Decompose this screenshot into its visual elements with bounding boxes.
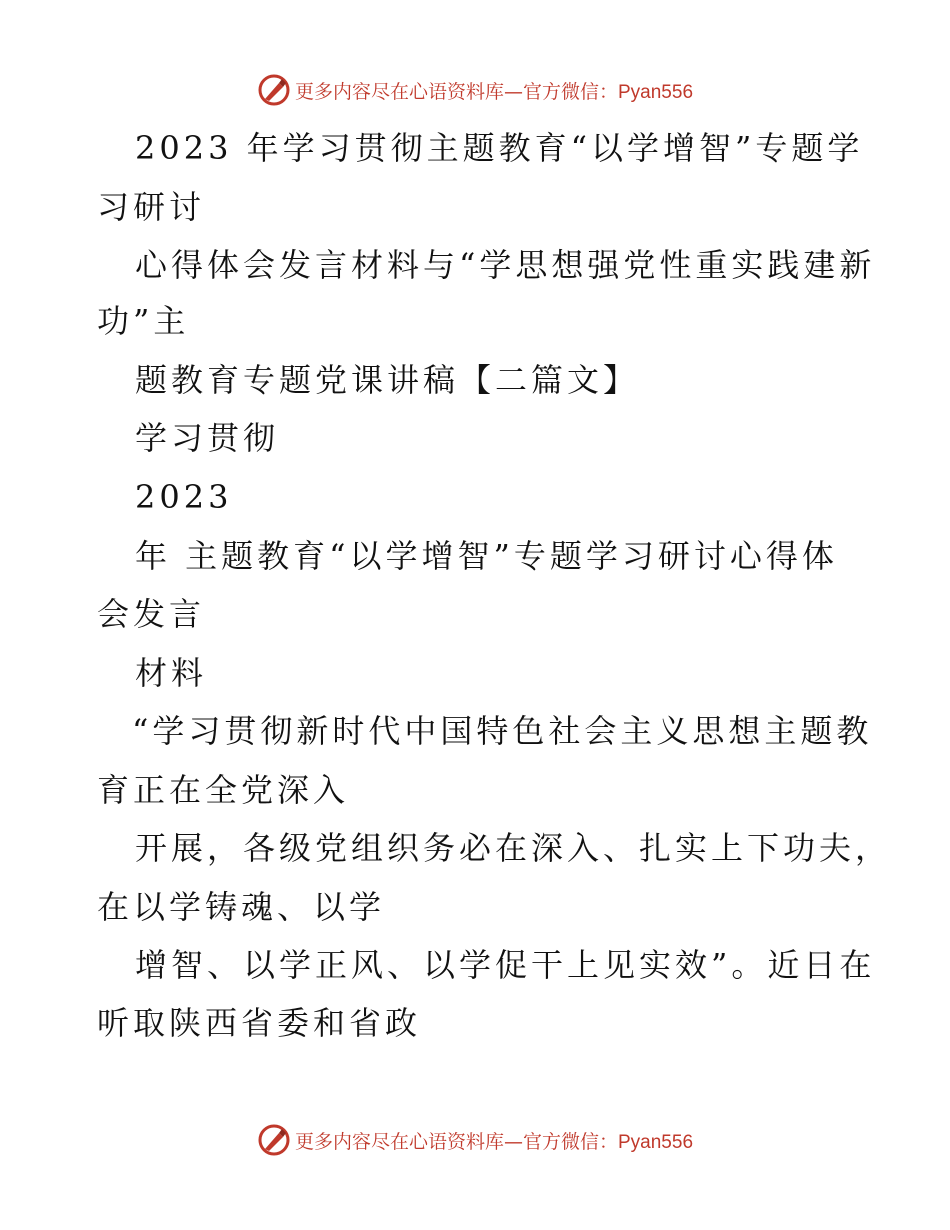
pen-logo-icon [257, 1123, 291, 1157]
text-line: 学习贯彻 [135, 419, 280, 457]
watermark-text: 更多内容尽在心语资料库—官方微信：Pyan556 [294, 80, 694, 103]
text-line: “学习贯彻新时代中国特色社会主义思想主题教 [132, 712, 873, 750]
text-line: 在以学铸魂、以学 [97, 888, 386, 926]
text-line: 心得体会发言材料与“学思想强党性重实践建新 [135, 246, 876, 284]
text-line: 2023 年学习贯彻主题教育“以学增智”专题学 [135, 129, 864, 167]
watermark-text: 更多内容尽在心语资料库—官方微信：Pyan556 [294, 1130, 694, 1153]
watermark-banner-bottom [0, 1120, 950, 1160]
watermark-handle: Pyan556 [618, 81, 694, 103]
text-line: 材料 [135, 654, 208, 692]
text-line: 年 主题教育“以学增智”专题学习研讨心得体 [135, 537, 838, 575]
watermark-handle: Pyan556 [618, 1131, 694, 1153]
text-line: 开展，各级党组织务必在深入、扎实上下功夫， [135, 829, 892, 867]
text-line: 功”主 [97, 302, 190, 340]
text-line: 会发言 [97, 595, 206, 633]
text-line: 听取陕西省委和省政 [97, 1004, 422, 1042]
text-line: 育正在全党深入 [97, 771, 350, 809]
text-line: 习研讨 [97, 188, 206, 226]
text-line: 2023 [135, 478, 233, 516]
text-line: 题教育专题党课讲稿【二篇文】 [135, 361, 640, 399]
text-line: 增智、以学正风、以学促干上见实效”。近日在 [135, 946, 876, 984]
